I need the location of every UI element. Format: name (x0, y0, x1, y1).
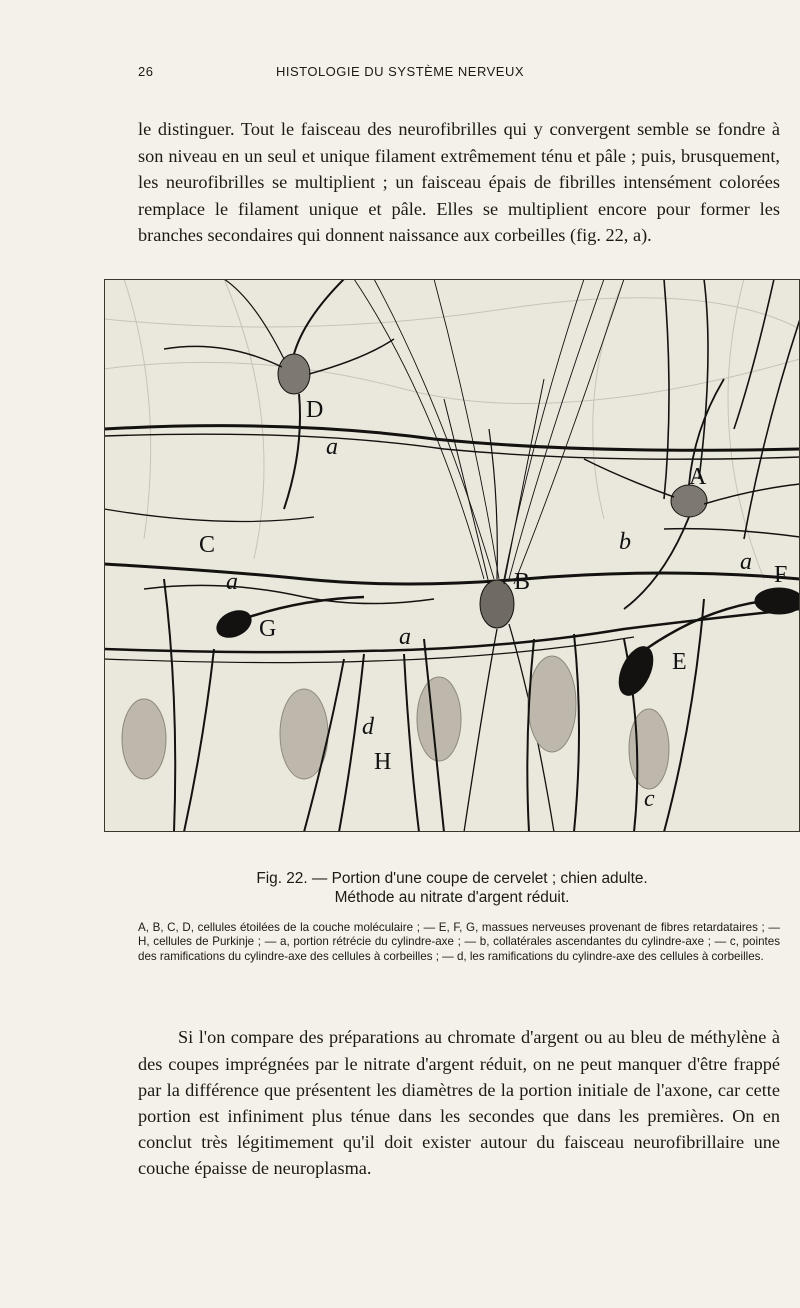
label-b: b (619, 529, 631, 555)
figure-22 (104, 279, 800, 832)
label-C: C (199, 532, 216, 558)
club-ending-F (755, 588, 800, 614)
label-H: H (374, 749, 392, 775)
paragraph-1: le distinguer. Tout le faisceau des neurofibrilles qui y convergent semble se fondre à son niveau en un seul et unique filament extrêmement ténu et pâle ; puis, brusquement, les neurofibrilles se multiplient ; un faisceau épais de fibrilles intensément colorées remplace le filament unique et pâle. Elles se multiplient encore pour former les branches secondaires qui donnent naissance aux corbeilles (fig. 22, a). (138, 119, 780, 246)
running-title: HISTOLOGIE DU SYSTÈME NERVEUX (275, 64, 525, 79)
label-a-left: a (226, 569, 238, 595)
label-d: d (362, 714, 374, 740)
figure-caption-line-1: Fig. 22. — Portion d'une coupe de cervelet ; chien adulte. (256, 870, 648, 887)
figure-caption (104, 869, 800, 907)
label-a-center: a (399, 624, 411, 650)
page-number: 26 (138, 64, 154, 79)
label-a-top: a (326, 434, 338, 460)
label-a-right: a (740, 549, 752, 575)
label-A: A (689, 464, 707, 490)
label-D: D (306, 397, 324, 423)
label-G: G (259, 616, 277, 642)
figure-illustration (104, 279, 800, 832)
figure-legend: A, B, C, D, cellules étoilées de la couche moléculaire ; — E, F, G, massues nerveuses provenant de fibres retardataires ; — H, cellules de Purkinje ; — a, portion rétrécie du cylindre-axe ; — b, collatérales ascendantes du cylindre-axe ; — c, pointes des ramifications du cylindre-axe des cellules à corbeilles ; — d, les ramifications du cylindre-axe des cellules à corbeilles. (138, 920, 780, 963)
figure-caption-line-2: Méthode au nitrate d'argent réduit. (334, 889, 570, 906)
label-c: c (644, 786, 655, 812)
label-B: B (514, 569, 531, 595)
label-E: E (672, 649, 687, 675)
paragraph-2: Si l'on compare des préparations au chromate d'argent ou au bleu de méthylène à des coupes imprégnées par le nitrate d'argent réduit, on ne peut manquer d'être frappé par la différence que présentent les diamètres de la portion initiale de l'axone, car cette portion est infiniment plus ténue dans les secondes que dans les premières. On en conclut très légitimement qu'il doit exister autour du faisceau neurofibrillaire une couche épaisse de neuroplasma. (138, 1027, 780, 1179)
label-F: F (774, 562, 788, 588)
